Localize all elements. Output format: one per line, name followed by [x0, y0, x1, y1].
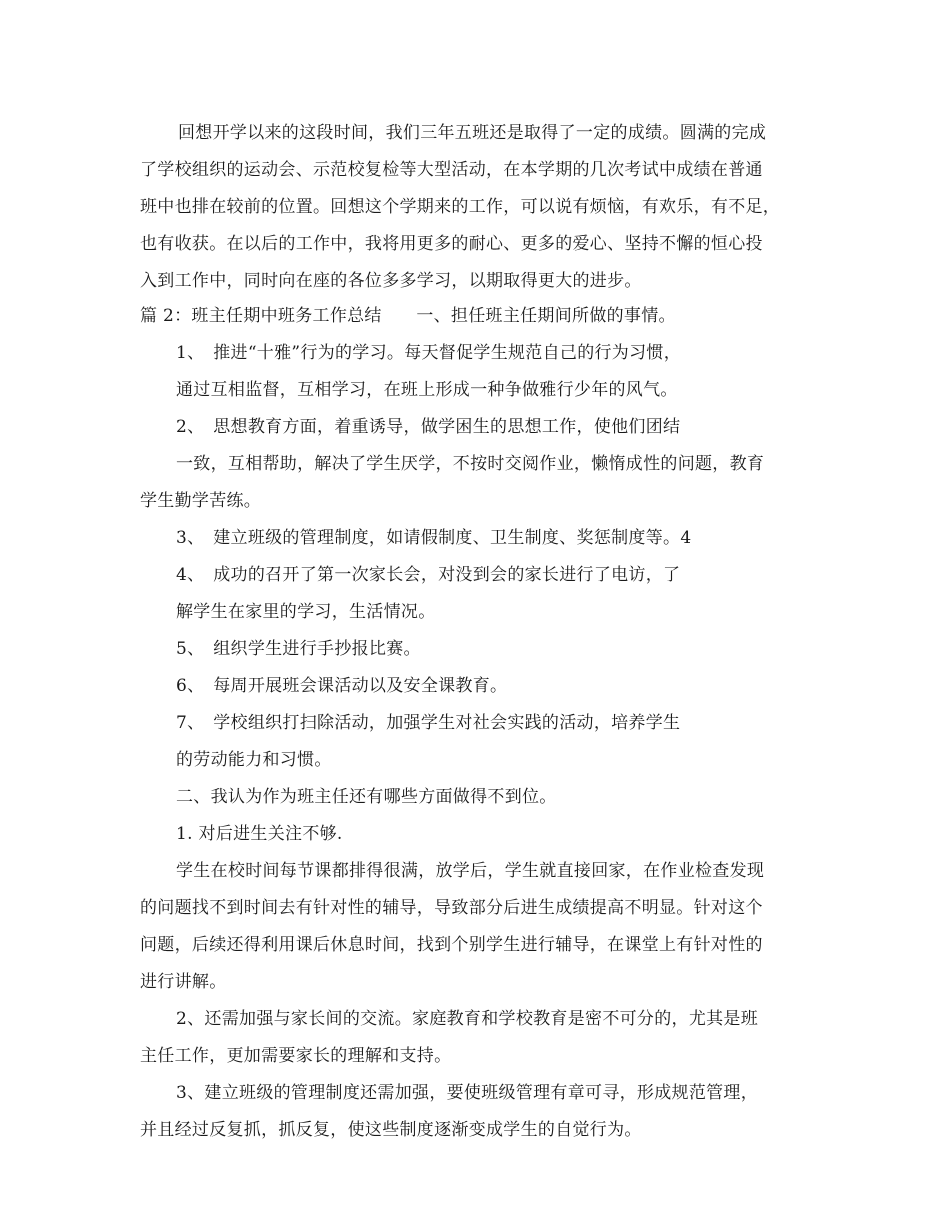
text-line: 进行讲解。 — [140, 972, 227, 992]
list-item: 7、 学校组织打扫除活动，加强学生对社会实践的活动，培养学生 — [176, 713, 681, 733]
section-heading: 篇 2：班主任期中班务工作总结 一、担任班主任期间所做的事情。 — [140, 306, 676, 326]
text-line: 通过互相监督，互相学习，在班上形成一种争做雅行少年的风气。 — [176, 380, 678, 400]
text-line: 主任工作，更加需要家长的理解和支持。 — [140, 1046, 452, 1066]
list-item: 6、 每周开展班会课活动以及安全课教育。 — [176, 676, 508, 696]
list-item: 1. 对后进生关注不够. — [176, 824, 343, 844]
text-line: 入到工作中，同时向在座的各位多多学习，以期取得更大的进步。 — [140, 271, 642, 291]
text-line: 一致，互相帮助，解决了学生厌学，不按时交阅作业，懒惰成性的问题，教育 — [176, 454, 765, 474]
text-line: 学生勤学苦练。 — [140, 491, 262, 511]
text-line: 了学校组织的运动会、示范校复检等大型活动，在本学期的几次考试中成绩在普通 — [140, 160, 763, 180]
text-line: 解学生在家里的学习，生活情况。 — [176, 602, 436, 622]
list-item: 1、 推进“十雅”行为的学习。每天督促学生规范自己的行为习惯， — [176, 343, 681, 363]
text-line: 班中也排在较前的位置。回想这个学期来的工作，可以说有烦恼，有欢乐，有不足， — [140, 197, 781, 217]
text-line: 回想开学以来的这段时间，我们三年五班还是取得了一定的成绩。圆满的完成 — [178, 123, 767, 143]
list-item: 3、 建立班级的管理制度，如请假制度、卫生制度、奖惩制度等。4 — [176, 528, 692, 548]
list-item: 4、 成功的召开了第一次家长会，对没到会的家长进行了电访，了 — [176, 565, 681, 585]
list-item: 2、还需加强与家长间的交流。家庭教育和学校教育是密不可分的，尤其是班 — [176, 1009, 759, 1029]
text-line: 问题，后续还得利用课后休息时间，找到个别学生进行辅导，在课堂上有针对性的 — [140, 935, 763, 955]
list-item: 2、 思想教育方面，着重诱导，做学困生的思想工作，使他们团结 — [176, 417, 681, 437]
text-line: 学生在校时间每节课都排得很满，放学后，学生就直接回家，在作业检查发现 — [176, 861, 765, 881]
text-line: 的问题找不到时间去有针对性的辅导，导致部分后进生成绩提高不明显。针对这个 — [140, 898, 763, 918]
text-line: 并且经过反复抓，抓反复，使这些制度逐渐变成学生的自觉行为。 — [140, 1120, 642, 1140]
text-line: 的劳动能力和习惯。 — [176, 750, 332, 770]
list-item: 5、 组织学生进行手抄报比赛。 — [176, 639, 421, 659]
list-item: 3、建立班级的管理制度还需加强，要使班级管理有章可寻，形成规范管理， — [176, 1083, 759, 1103]
section-heading: 二、我认为作为班主任还有哪些方面做得不到位。 — [176, 787, 557, 807]
text-line: 也有收获。在以后的工作中，我将用更多的耐心、更多的爱心、坚持不懈的恒心投 — [140, 234, 763, 254]
